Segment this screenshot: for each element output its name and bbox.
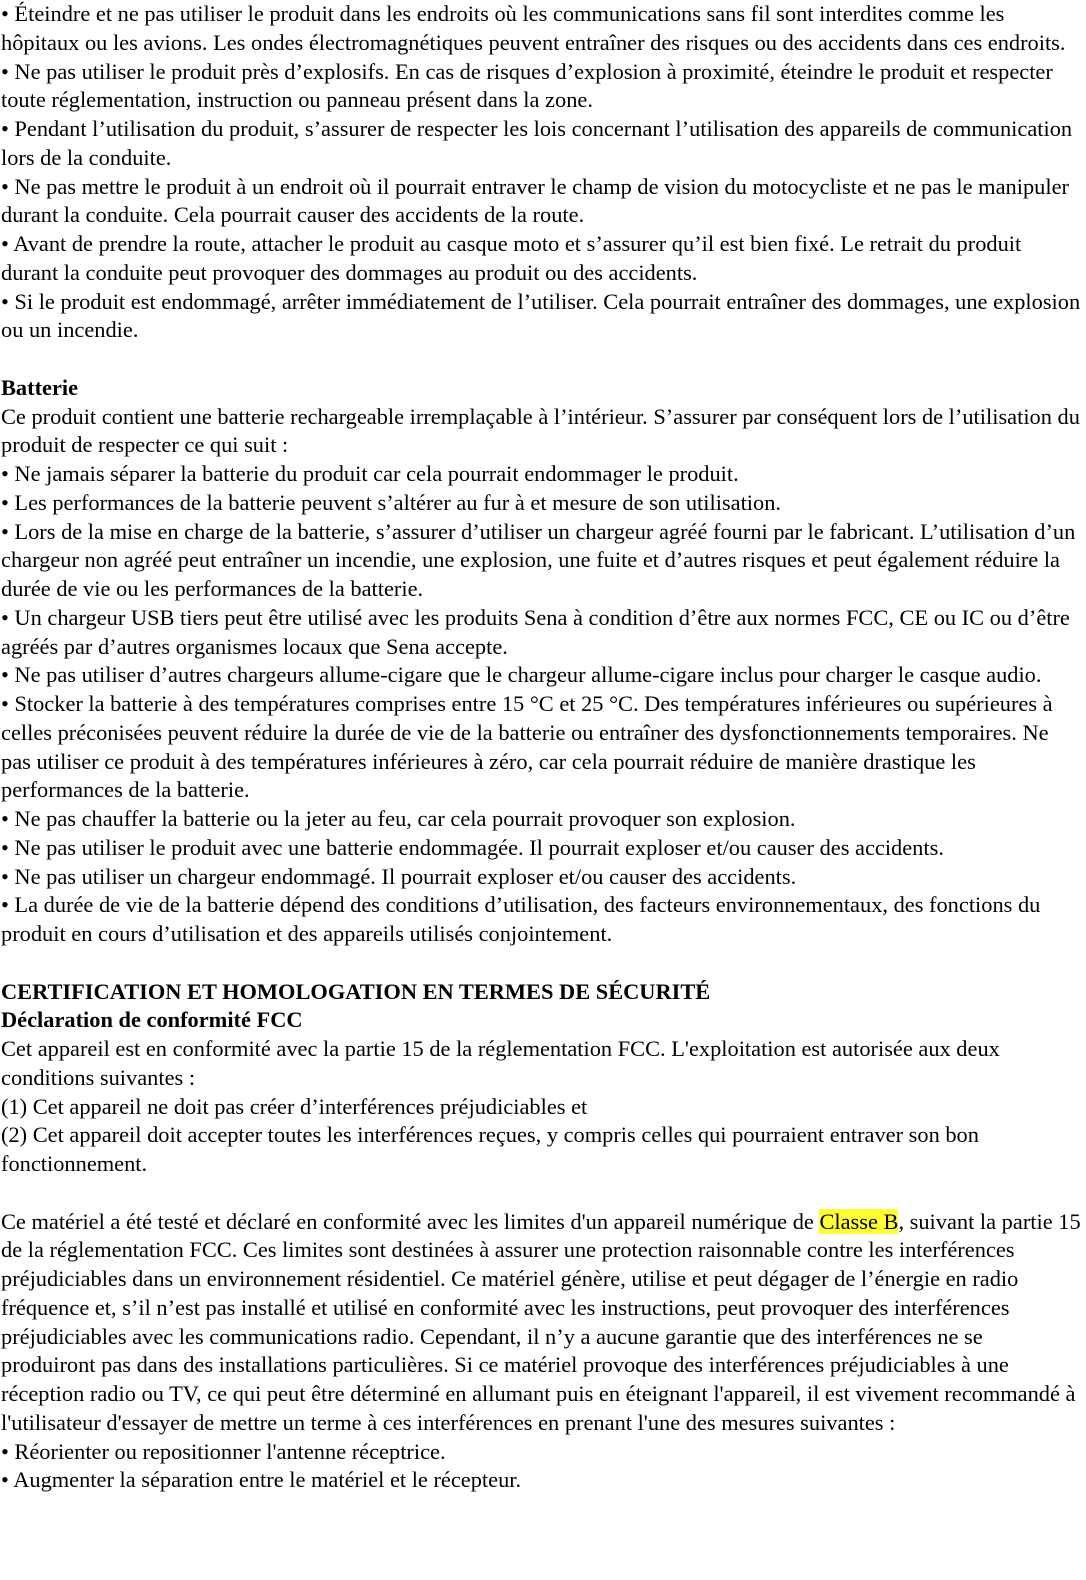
paragraph-text-after: , suivant la partie 15 de la réglementation FCC. Ces limites sont destinées à assurer une protection raisonnable contre les interférences préjudiciables dans un environnement résidentiel. Ce matériel génère, utilise et peut dégager de l’énergie en radio fréquence et, s’il n’est pas installé et utilisé en conformité avec les instructions, peut provoquer des interférences préjudiciables avec les communications radio. Cependant, il n’y a aucune garantie que des interférences ne se produiront pas dans des installations particulières. Si ce matériel provoque des interférences préjudiciables à une réception radio ou TV, ce qui peut être déterminé en allumant puis en éteignant l'appareil, il est vivement recommandé à l'utilisateur d'essayer de mettre un terme à ces interférences en prenant l'une des mesures suivantes : [1, 1208, 1081, 1435]
fcc-subheading: Déclaration de conformité FCC [1, 1007, 303, 1033]
safety-bullet: • Ne pas mettre le produit à un endroit où il pourrait entraver le champ de vision du motocycliste et ne pas le manipuler durant la conduite. Cela pourrait causer des accidents de la route. [1, 173, 1069, 228]
battery-heading: Batterie [1, 374, 79, 400]
spacer [1, 949, 1082, 978]
measure-bullet: • Réorienter ou repositionner l'antenne réceptrice. [1, 1438, 446, 1464]
battery-bullet: • Lors de la mise en charge de la batterie, s’assurer d’utiliser un chargeur agréé fourni par le fabricant. L’utilisation d’un chargeur non agréé peut entraîner un incendie, une explosion, une fuite et d’autres risques et peut également réduire la durée de vie ou les performances de la batterie. [1, 518, 1076, 601]
measure-bullet: • Augmenter la séparation entre le matériel et le récepteur. [1, 1467, 522, 1493]
fcc-line: (1) Cet appareil ne doit pas créer d’interférences préjudiciables et [1, 1093, 588, 1119]
battery-bullet: • La durée de vie de la batterie dépend des conditions d’utilisation, des facteurs environnementaux, des fonctions du produit en cours d’utilisation et des appareils utilisés conjointement. [1, 892, 1041, 946]
fcc-line: (2) Cet appareil doit accepter toutes les interférences reçues, y compris celles qui pourraient entraver son bon fonctionnement. [1, 1122, 979, 1176]
spacer [1, 345, 1082, 374]
class-b-highlight: Classe B [819, 1208, 899, 1234]
battery-bullet: • Les performances de la batterie peuvent s’altérer au fur à et mesure de son utilisation. [1, 489, 781, 515]
safety-bullet: • Si le produit est endommagé, arrêter immédiatement de l’utiliser. Cela pourrait entraîner des dommages, une explosion ou un incendie. [1, 288, 1081, 343]
safety-bullet: • Pendant l’utilisation du produit, s’assurer de respecter les lois concernant l’utilisation des appareils de communication lors de la conduite. [1, 116, 1073, 170]
paragraph-text-before: Ce matériel a été testé et déclaré en conformité avec les limites d'un appareil numérique de [1, 1208, 820, 1234]
safety-bullet: • Éteindre et ne pas utiliser le produit dans les endroits où les communications sans fil sont interdites comme les hôpitaux ou les avions. Les ondes électromagnétiques peuvent entraîner des risques ou des accidents dans ces endroits. [1, 1, 1066, 55]
battery-bullet: • Un chargeur USB tiers peut être utilisé avec les produits Sena à condition d’être aux normes FCC, CE ou IC ou d’être agréés par d’autres organismes locaux que Sena accepte. [1, 604, 1070, 659]
spacer [1, 1179, 1082, 1208]
battery-bullet: • Ne pas utiliser d’autres chargeurs allume-cigare que le chargeur allume-cigare inclus pour charger le casque audio. [1, 662, 1042, 688]
fcc-line: Cet appareil est en conformité avec la partie 15 de la réglementation FCC. L'exploitation est autorisée aux deux conditions suivantes : [1, 1036, 1000, 1090]
battery-bullet: • Ne jamais séparer la batterie du produit car cela pourrait endommager le produit. [1, 461, 739, 486]
safety-bullet: • Avant de prendre la route, attacher le produit au casque moto et s’assurer qu’il est bien fixé. Le retrait du produit durant la conduite peut provoquer des dommages au produit ou des accidents. [1, 231, 1022, 285]
battery-intro: Ce produit contient une batterie rechargeable irremplaçable à l’intérieur. S’assurer par conséquent lors de l’utilisation du produit de respecter ce qui suit : [1, 403, 1080, 458]
safety-bullet: • Ne pas utiliser le produit près d’explosifs. En cas de risques d’explosion à proximité, éteindre le produit et respecter toute réglementation, instruction ou panneau présent dans la zone. [1, 58, 1053, 113]
battery-bullet: • Stocker la batterie à des températures comprises entre 15 °C et 25 °C. Des températures inférieures ou supérieures à celles préconisées peuvent réduire la durée de vie de la batterie ou entraîner des dysfonctionnements temporaires. Ne pas utiliser ce produit à des températures inférieures à zéro, car cela pourrait réduire de manière drastique les performances de la batterie. [1, 691, 1053, 803]
certification-heading: CERTIFICATION ET HOMOLOGATION EN TERMES DE SÉCURITÉ [1, 978, 711, 1004]
battery-bullet: • Ne pas chauffer la batterie ou la jeter au feu, car cela pourrait provoquer son explosion. [1, 806, 796, 831]
class-b-paragraph [1, 1208, 1082, 1438]
battery-bullet: • Ne pas utiliser le produit avec une batterie endommagée. Il pourrait exploser et/ou causer des accidents. [1, 834, 944, 860]
battery-bullet: • Ne pas utiliser un chargeur endommagé. Il pourrait exploser et/ou causer des accidents. [1, 863, 797, 889]
